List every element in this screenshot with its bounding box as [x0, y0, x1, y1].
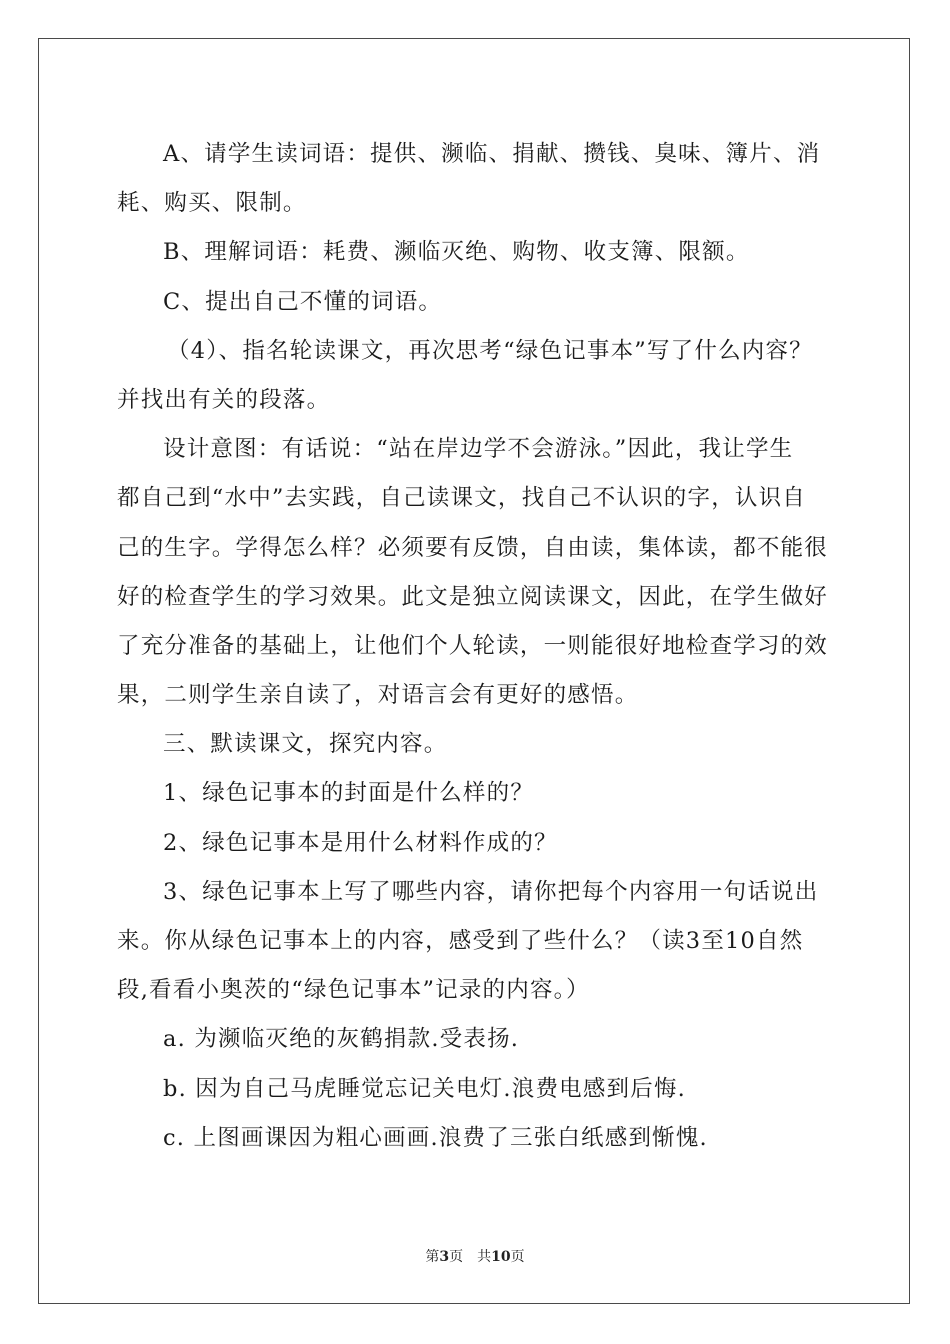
paragraph-line: 都自己到“水中”去实践，自己读课文，找自己不认识的字，认识自 — [117, 485, 807, 512]
list-item: c. 上图画课因为粗心画画.浪费了三张白纸感到惭愧. — [163, 1124, 708, 1151]
paragraph-line: B、理解词语：耗费、濒临灭绝、购物、收支簿、限额。 — [163, 239, 750, 266]
paragraph-line: （4）、指名轮读课文，再次思考“绿色记事本”写了什么内容？ — [167, 337, 813, 364]
footer-prefix: 第 — [425, 1249, 440, 1265]
list-item: b. 因为自己马虎睡觉忘记关电灯.浪费电感到后悔. — [163, 1075, 687, 1102]
question-item: 2、绿色记事本是用什么材料作成的？ — [163, 829, 558, 856]
question-item: 3、绿色记事本上写了哪些内容，请你把每个内容用一句话说出 — [163, 878, 819, 905]
footer-suffix: 页 — [510, 1249, 525, 1265]
paragraph-line: C、提出自己不懂的词语。 — [163, 288, 443, 315]
page-footer — [0, 1246, 950, 1266]
paragraph-line: 己的生字。学得怎么样？必须要有反馈，自由读，集体读，都不能很 — [117, 534, 829, 561]
section-heading: 三、默读课文，探究内容。 — [163, 731, 448, 758]
paragraph-line: 了充分准备的基础上，让他们个人轮读，一则能很好地检查学习的效 — [117, 632, 829, 659]
paragraph-line: 设计意图：有话说：“站在岸边学不会游泳。”因此，我让学生 — [163, 436, 794, 463]
paragraph-line: 段,看看小奥茨的“绿色记事本”记录的内容。） — [117, 977, 590, 1004]
paragraph-line: 来。你从绿色记事本上的内容，感受到了些什么？（读3至10自然 — [117, 928, 804, 954]
current-page-number: 3 — [439, 1249, 450, 1265]
document-body — [117, 130, 837, 1163]
paragraph-line: A、请学生读词语：提供、濒临、捐献、攒钱、臭味、簿片、消 — [163, 141, 821, 167]
paragraph-line: 并找出有关的段落。 — [117, 386, 331, 413]
list-item: a. 为濒临灭绝的灰鹤捐款.受表扬. — [163, 1026, 520, 1053]
paragraph-line: 耗、购买、限制。 — [117, 190, 307, 217]
footer-middle: 页 共 — [449, 1249, 492, 1265]
total-page-number: 10 — [491, 1249, 511, 1265]
paragraph-line: 果，二则学生亲自读了，对语言会有更好的感悟。 — [117, 682, 639, 709]
question-item: 1、绿色记事本的封面是什么样的？ — [163, 780, 535, 807]
paragraph-line: 好的检查学生的学习效果。此文是独立阅读课文，因此，在学生做好 — [117, 583, 829, 610]
